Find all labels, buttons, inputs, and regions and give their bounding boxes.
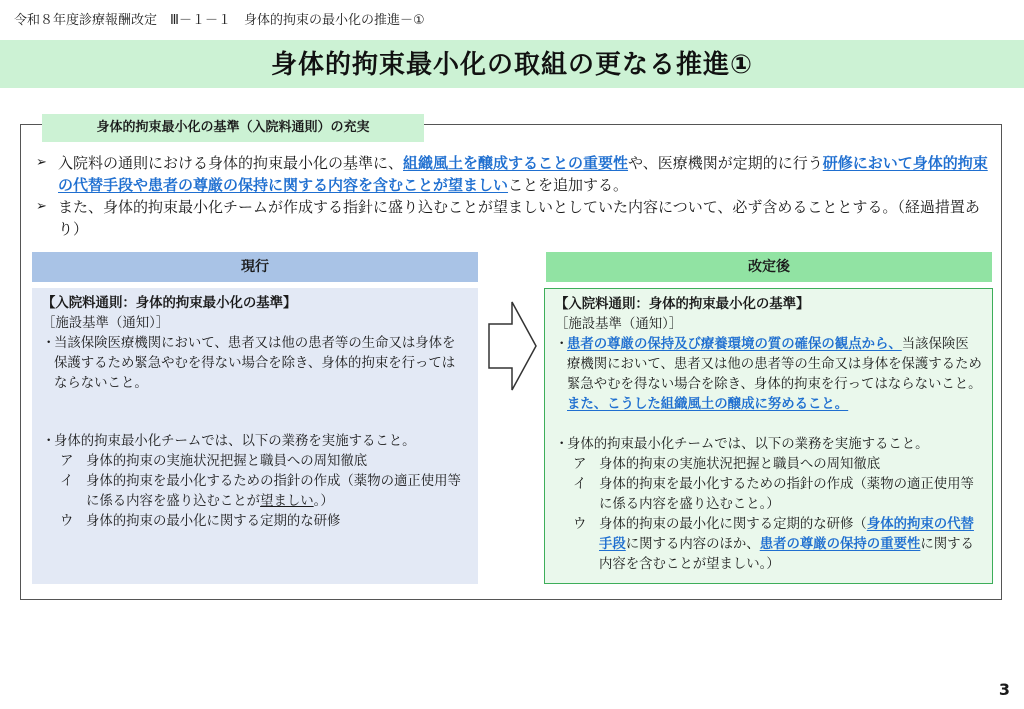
highlighted-text: 患者の尊厳の保持及び療養環境の質の確保の観点から、 (567, 337, 902, 352)
item-text: 身体的拘束最小化チームでは、以下の業務を実施すること。 (54, 434, 416, 449)
item-text: 身体的拘束最小化チームでは、以下の業務を実施すること。 (567, 437, 929, 452)
arrow-bullet-icon: ➢ (36, 199, 47, 214)
summary-bullet-1 (36, 152, 998, 196)
current-subtitle: ［施設基準（通知）］ (42, 316, 170, 331)
sub-text: 身体的拘束の実施状況把握と職員への周知徹底 (86, 454, 368, 469)
revised-header: 改定後 (546, 252, 992, 282)
sub-label: ア (60, 454, 74, 469)
breadcrumb: 令和８年度診療報酬改定 Ⅲ－１－１ 身体的拘束の最小化の推進－① (14, 13, 425, 28)
dot-bullet: ・ (42, 434, 56, 449)
dot-bullet: ・ (555, 337, 569, 352)
sub-label: イ (573, 477, 587, 492)
highlighted-text: また、こうした組織風土の醸成に努めること。 (567, 397, 849, 412)
sub-text: 。） (313, 494, 334, 509)
current-title: 【入院料通則：身体的拘束最小化の基準】 (42, 296, 297, 311)
current-header: 現行 (32, 252, 478, 282)
sub-text: 身体的拘束の最小化に関する定期的な研修（ (599, 517, 867, 532)
sub-text: に関する内容を含むことが望ましい。） (599, 537, 974, 572)
sub-label: ウ (60, 514, 74, 529)
current-item-2 (42, 432, 468, 452)
bullet-text: また、身体的拘束最小化チームが作成する指針に盛り込むことが望ましいとしていた内容について、必ず含めることとする。（経過措置あり） (58, 198, 980, 238)
dot-bullet: ・ (42, 336, 56, 351)
summary-bullet-2 (36, 196, 998, 240)
current-item-1 (42, 334, 468, 394)
sub-text: 身体的拘束の最小化に関する定期的な研修 (86, 514, 341, 529)
revised-title: 【入院料通則：身体的拘束最小化の基準】 (555, 297, 810, 312)
summary-bullets (36, 152, 998, 240)
page-title: 身体的拘束最小化の取組の更なる推進① (270, 50, 753, 80)
sub-text: 身体的拘束を最小化するための指針の作成（薬物の適正使用等に係る内容を盛り込むことが (86, 474, 461, 509)
highlighted-text: 身体的拘束の代替手段 (599, 517, 974, 552)
item-text: 当該保険医療機関において、患者又は他の患者等の生命又は身体を保護するため緊急やむを得ない場合を除き、身体的拘束を行ってはならないこと。 (54, 336, 456, 391)
item-text: 当該保険医療機関において、患者又は他の患者等の生命又は身体を保護するため緊急やむを得ない場合を除き、身体的拘束を行ってはならないこと。 (567, 337, 982, 392)
sub-label: ア (573, 457, 587, 472)
revised-item-2 (555, 435, 982, 455)
revised-sub-u (555, 515, 982, 575)
sub-text: 身体的拘束を最小化するための指針の作成（薬物の適正使用等に係る内容を盛り込むこと。） (599, 477, 974, 512)
bullet-text: や、医療機関が定期的に行う (628, 154, 823, 172)
highlighted-text: 研修において身体的拘束の代替手段や患者の尊厳の保持に関する内容を含むことが望ましい (58, 154, 988, 194)
current-panel (32, 288, 478, 584)
current-sub-i (42, 472, 468, 512)
sub-label: イ (60, 474, 74, 489)
highlighted-text: 組織風土を醸成することの重要性 (403, 154, 629, 172)
section-label: 身体的拘束最小化の基準（入院料通則）の充実 (42, 114, 424, 142)
right-arrow-icon (488, 300, 538, 392)
page-number: 3 (998, 680, 1010, 699)
underlined-text: 望ましい (260, 494, 314, 509)
arrow-bullet-icon: ➢ (36, 155, 47, 170)
bullet-text: ことを追加する。 (508, 176, 629, 194)
bullet-text: 入院料の通則における身体的拘束最小化の基準に、 (58, 154, 404, 172)
current-sub-a (42, 452, 468, 472)
revised-item-1 (555, 335, 982, 415)
sub-text: に関する内容のほか、 (625, 537, 760, 552)
revised-sub-i (555, 475, 982, 515)
sub-label: ウ (573, 517, 587, 532)
sub-text: 身体的拘束の実施状況把握と職員への周知徹底 (599, 457, 881, 472)
dot-bullet: ・ (555, 437, 569, 452)
highlighted-text: 患者の尊厳の保持の重要性 (759, 537, 921, 552)
revised-subtitle: ［施設基準（通知）］ (555, 317, 683, 332)
revised-sub-a (555, 455, 982, 475)
current-sub-u (42, 512, 468, 532)
revised-panel (544, 288, 993, 584)
